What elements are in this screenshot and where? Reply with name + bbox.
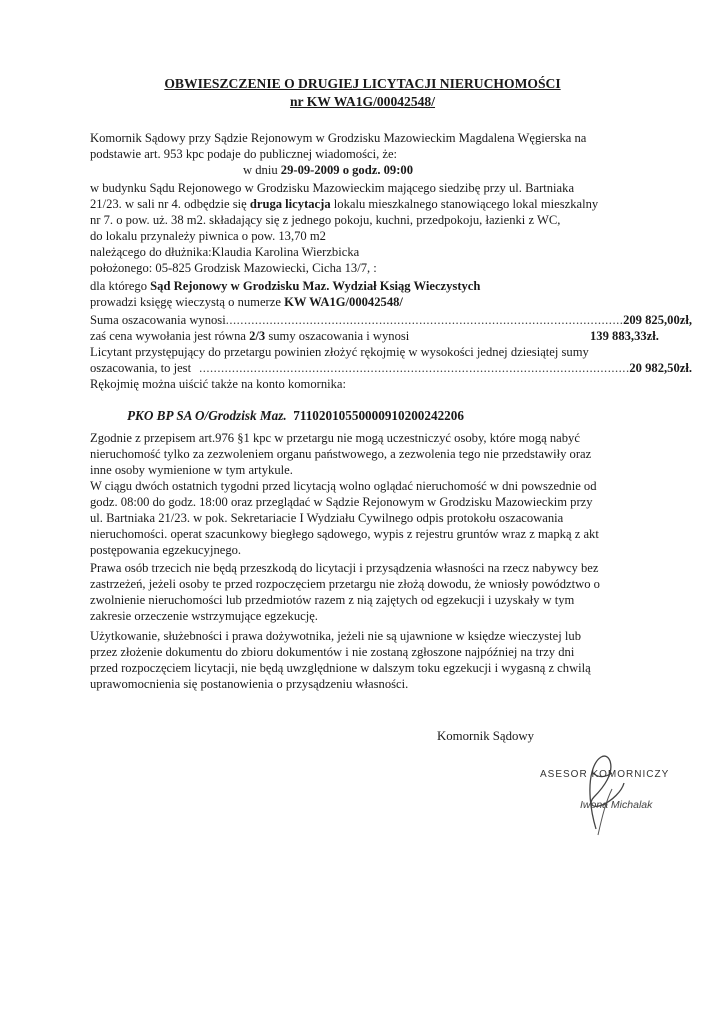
text-line: nieruchomość tylko za zezwoleniem organu państwowego, a zezwolenia tego nie przedstawiły oraz (90, 447, 592, 461)
kw-line (90, 294, 403, 310)
text-line: Zgodnie z przepisem art.976 §1 kpc w przetargu nie mogą uczestniczyć osoby, które mogą nabyć (90, 431, 580, 445)
kw-number: KW WA1G/00042548/ (284, 295, 403, 309)
text-line (90, 196, 598, 212)
leader-dots (226, 312, 623, 328)
auction-date: 29-09-2009 o godz. 09:00 (280, 163, 414, 177)
court-line (90, 278, 480, 294)
text-span: lokalu mieszkalnego stanowiącego lokal mieszkalny (330, 197, 599, 211)
official-stamp (532, 765, 682, 835)
second-auction-label: druga licytacja (249, 197, 331, 211)
valuation-value: 209 825,00zł, (623, 313, 692, 327)
bank-account (127, 408, 464, 424)
text-line: w budynku Sądu Rejonowego w Grodzisku Mazowieckim mającego siedzibę przy ul. Bartniaka (90, 181, 575, 195)
text-line: przez złożenie dokumentu do zbioru dokumentów i nie zostaną zgłoszone najpóźniej na trzy dni (90, 645, 575, 659)
starting-price-value: 139 883,33zł. (590, 329, 659, 343)
text-line: zakresie orzeczenie wstrzymujące egzekucję. (90, 609, 318, 623)
text-line: inne osoby wymienione w tym artykule. (90, 463, 293, 477)
signature-label: Komornik Sądowy (437, 729, 535, 743)
text-line: Rękojmię można uiścić także na konto komornika: (90, 377, 347, 391)
starting-price-label (90, 328, 409, 344)
text-line: postępowania egzekucyjnego. (90, 543, 242, 557)
text-line: uprawomocnienia się postanowienia o przysądzeniu własności. (90, 677, 409, 691)
valuation-label: Suma oszacowania wynosi (90, 313, 226, 327)
text-line: Licytant przystępujący do przetargu powinien złożyć rękojmię w wysokości jednej dziesiątej sumy (90, 345, 589, 359)
auction-date-line (243, 162, 413, 178)
text-line: Prawa osób trzecich nie będą przeszkodą do licytacji i przysądzenia własności na rzecz nabywcy bez (90, 561, 599, 575)
notice-kw-number: nr KW WA1G/00042548/ (289, 94, 436, 109)
text-line: nr 7. o pow. uż. 38 m2. składający się z jednego pokoju, kuchni, przedpokoju, łazienki z WC, (90, 213, 561, 227)
text-line: Komornik Sądowy przy Sądzie Rejonowym w Grodzisku Mazowieckim Magdalena Węgierska na (90, 131, 587, 145)
text-line: zastrzeżeń, jeżeli osoby te przed rozpoczęciem przetargu nie złożą dowodu, że wniosły powództwo o (90, 577, 600, 591)
deposit-value: 20 982,50zł. (629, 361, 692, 375)
account-number: 71102010550000910200242206 (293, 408, 464, 423)
text-line: godz. 08:00 do godz. 18:00 oraz przeglądać w Sądzie Rejonowym w Grodzisku Mazowieckim przy (90, 495, 593, 509)
text-line: W ciągu dwóch ostatnich tygodni przed licytacją wolno oglądać nieruchomość w dni powszednie od (90, 479, 597, 493)
text-line: nieruchomości. operat szacunkowy biegłego sądowego, wypis z rejestru gruntów wraz z mapką z akt (90, 527, 599, 541)
text-line: podstawie art. 953 kpc podaje do publicznej wiadomości, że: (90, 147, 398, 161)
text-line: przed rozpoczęciem licytacji, nie będą uwzględnione w dalszym toku egzekucji i wygasną z chwilą (90, 661, 591, 675)
text-line: zwolnienie nieruchomości lub przedmiotów razem z nią zajętych od egzekucji i uzyskały w tym (90, 593, 575, 607)
text-line: ul. Bartniaka 21/23. w pok. Sekretariacie I Wydziału Cywilnego odpis protokołu oszacowania (90, 511, 564, 525)
date-prefix: w dniu (243, 163, 281, 177)
text-line: Użytkowanie, służebności i prawa dożywotnika, jeżeli nie są ujawnione w księdze wieczystej lub (90, 629, 581, 643)
bank-name: PKO BP SA O/Grodzisk Maz. (127, 408, 287, 423)
text-span: dla którego (90, 279, 151, 293)
text-span: 21/23. w sali nr 4. odbędzie się (90, 197, 250, 211)
notice-title: OBWIESZCZENIE O DRUGIEJ LICYTACJI NIERUCHOMOŚCI (164, 76, 561, 91)
stamp-name: Iwona Michalak (580, 799, 653, 811)
text-span: zaś cena wywołania jest równa (90, 329, 250, 343)
deposit-row (90, 360, 692, 376)
debtor-line: należącego do dłużnika:Klaudia Karolina Wierzbicka (90, 245, 360, 259)
two-thirds: 2/3 (249, 329, 266, 343)
address-line: położonego: 05-825 Grodzisk Mazowiecki, Cicha 13/7, : (90, 261, 377, 275)
leader-dots (199, 360, 629, 376)
valuation-row (90, 312, 692, 328)
text-span: prowadzi księgę wieczystą o numerze (90, 295, 285, 309)
court-name: Sąd Rejonowy w Grodzisku Maz. Wydział Ksiąg Wieczystych (150, 279, 481, 293)
stamp-title: ASESOR KOMORNICZY (540, 769, 670, 780)
deposit-label: oszacowania, to jest (90, 361, 192, 375)
text-line: do lokalu przynależy piwnica o pow. 13,70 m2 (90, 229, 326, 243)
text-span: sumy oszacowania i wynosi (265, 329, 410, 343)
